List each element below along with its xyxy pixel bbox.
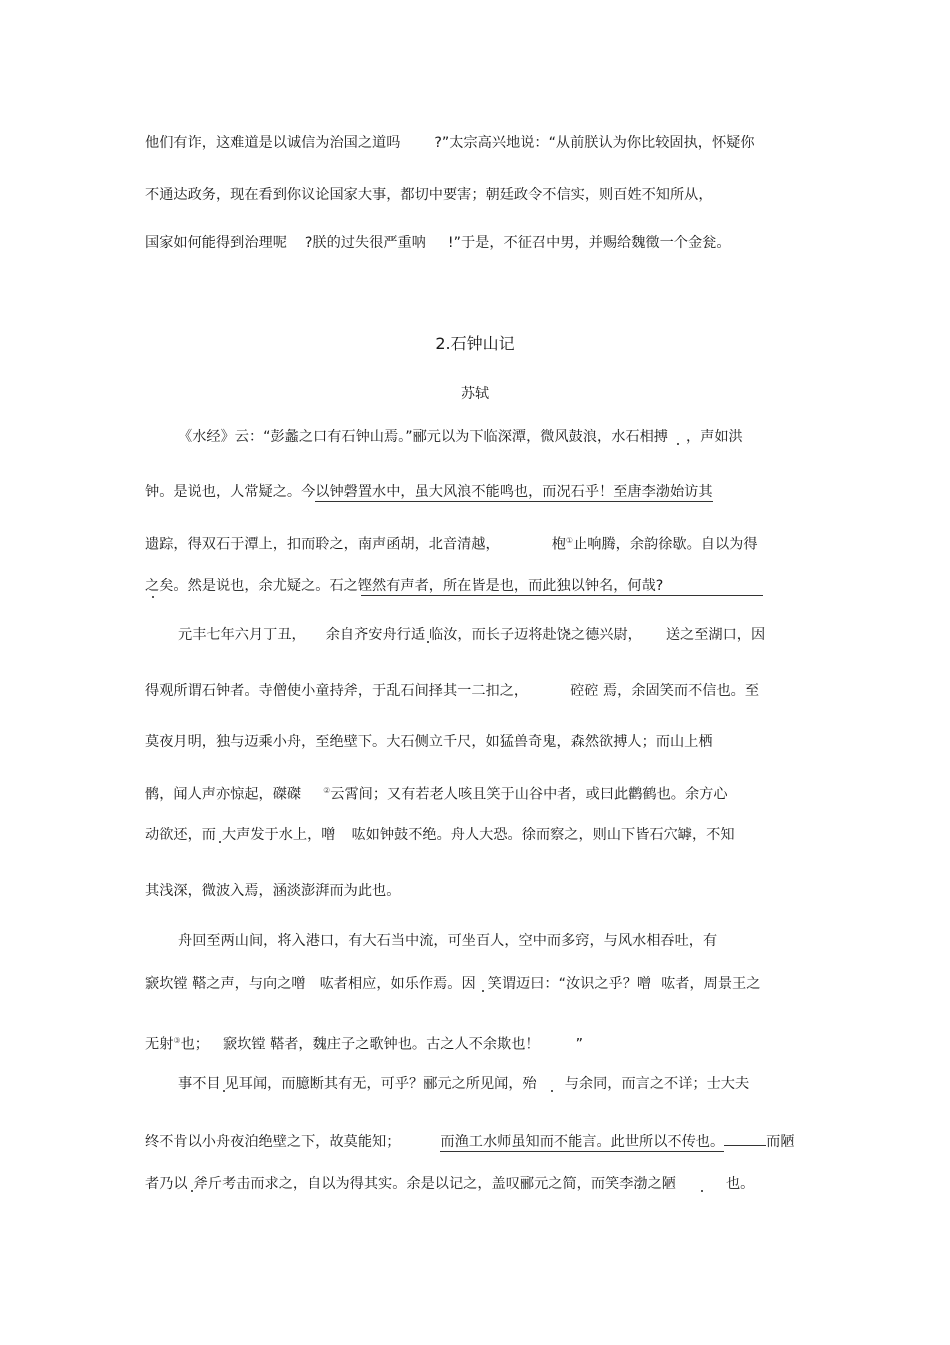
text-line xyxy=(145,233,731,253)
text-span: 枹 xyxy=(551,536,566,553)
text-span: 者乃以 xyxy=(145,1176,188,1192)
text-span: ?朕的过失很严重呐 xyxy=(304,235,426,251)
text-span: 事不目 xyxy=(178,1076,221,1092)
text-line xyxy=(145,531,758,555)
text-line xyxy=(145,681,759,701)
text-span: 《水经》云：“彭蠡之口有石钟山焉。”郦元以为下临深潭，微风鼓浪，水石相搏 xyxy=(178,429,668,445)
text-span: 而陋 xyxy=(766,1134,795,1150)
text-line xyxy=(178,427,743,447)
text-span: 得观所谓石钟者。寺僧使小童持斧，于乱石间择其一二扣之， xyxy=(145,683,529,699)
text-span: 送之至湖口，因 xyxy=(665,627,766,643)
text-line xyxy=(145,825,735,845)
text-span: ” xyxy=(575,1036,583,1053)
text-line xyxy=(178,1074,749,1094)
underline-rule xyxy=(361,595,763,596)
footnote-marker: ③ xyxy=(173,1036,181,1045)
text-span: !”于是，不征召中男，并赐给魏徵一个金瓮。 xyxy=(447,235,731,251)
text-span: 终不肯以小舟夜泊绝壁之下，故莫能知； xyxy=(145,1134,401,1150)
underlined-text xyxy=(315,484,712,502)
text-span: 笑谓迈曰：“汝识 xyxy=(487,976,595,992)
text-span: 始访其 xyxy=(669,484,713,500)
text-span: 矣。然是说也，余尤疑之。石之 xyxy=(159,578,358,594)
text-span: 鹘，闻人声亦惊起，磔磔 xyxy=(145,786,302,803)
text-span: 吰如钟鼓不绝。舟人大恐。徐而察之，则山下皆石穴罅，不知 xyxy=(351,827,735,843)
text-span: 窾坎镗 鞳者，魏庄子之歌钟也。古之人不余欺也！ xyxy=(222,1036,540,1053)
text-span: 临汝，而长子迈将赴饶之德兴尉， xyxy=(429,627,642,643)
text-line: 莫夜月明，独与迈乘小舟，至绝壁下。大石侧立千尺，如猛兽奇鬼，森然欲搏人；而山上栖 xyxy=(145,734,713,750)
text-span: 元丰七年六月丁丑， xyxy=(178,627,306,643)
article-author: 苏轼 xyxy=(461,386,489,402)
text-span: 他们有诈，这难道是以诚信为治国之道吗 xyxy=(145,135,401,151)
text-line xyxy=(145,1132,795,1152)
text-line: 舟回至两山间，将入港口，有大石当中流，可坐百人，空中而多窍，与风水相吞吐，有 xyxy=(178,933,718,949)
text-span: 与余同，而言之不详；士大夫 xyxy=(564,1076,750,1092)
text-span: 铿然有声者，所在皆是也，而此独以钟名，何哉? xyxy=(357,578,664,594)
text-span: 吰者，周景王之 xyxy=(661,976,761,992)
text-line: 其浅深，微波入焉，涵淡澎湃而为此也。 xyxy=(145,883,401,899)
text-span: ，声如洪 xyxy=(685,429,743,445)
text-span: 之 xyxy=(145,578,160,594)
text-line xyxy=(145,974,760,994)
text-span: 硿硿 焉，余固笑而不信也。至 xyxy=(570,683,760,699)
text-span: 动欲还，而 xyxy=(145,827,216,843)
text-span: 遗踪，得双石于潭上，扣而聆之，南声函胡，北音清越， xyxy=(145,536,500,553)
footnote-marker: ② xyxy=(323,786,331,795)
text-span: 也； xyxy=(180,1036,209,1053)
text-span: 余自齐安舟行适 xyxy=(325,627,426,643)
text-span: 见耳闻，而臆断其有无，可乎？郦元之所见闻，殆 xyxy=(224,1076,537,1092)
footnote-marker: ① xyxy=(565,536,574,545)
text-span: 之乎？噌 xyxy=(594,976,652,992)
text-line xyxy=(145,482,713,502)
text-line xyxy=(145,576,663,596)
text-line xyxy=(178,625,765,645)
text-line xyxy=(145,133,755,153)
text-span: 吰者相应，如乐作焉。因 xyxy=(319,976,476,992)
underlined-text: 而渔工水师虽知而不能言。此世所以不传也。 xyxy=(440,1134,725,1150)
text-span: 国家如何能得到治理呢 xyxy=(145,235,287,251)
text-span: 窾坎镗 鞳之声，与向之噌 xyxy=(145,976,306,992)
text-line xyxy=(145,781,728,805)
text-span: 斧斤考击而求之，自以为得其实。余是以记之，盖叹郦元之简，而笑李渤之陋 xyxy=(193,1176,676,1192)
text-span: ?”太宗高兴地说：“从前朕认为你比较固执，怀疑你 xyxy=(434,135,755,151)
text-span: 也。 xyxy=(725,1176,755,1192)
text-line xyxy=(145,1031,583,1055)
text-line: 不通达政务，现在看到你议论国家大事，都切中要害；朝廷政令不信实，则百姓不知所从， xyxy=(145,187,713,203)
text-span: 钟。是说也，人常疑之。今 xyxy=(145,484,316,500)
text-span: 止响腾，余韵徐歇。自以为得 xyxy=(573,536,758,553)
text-line xyxy=(145,1174,754,1194)
text-span: 大声发于水上，噌 xyxy=(221,827,336,843)
text-span: 云霄间；又有若老人咳且笑于山谷中者，或曰此鹳鹤也。余方心 xyxy=(330,786,728,803)
article-title: 2.石钟山记 xyxy=(435,334,515,353)
text-span: 以钟磬置水中，虽大风浪不能鸣也，而况石乎！至唐李渤 xyxy=(315,484,670,500)
text-span: 无射 xyxy=(145,1036,174,1053)
